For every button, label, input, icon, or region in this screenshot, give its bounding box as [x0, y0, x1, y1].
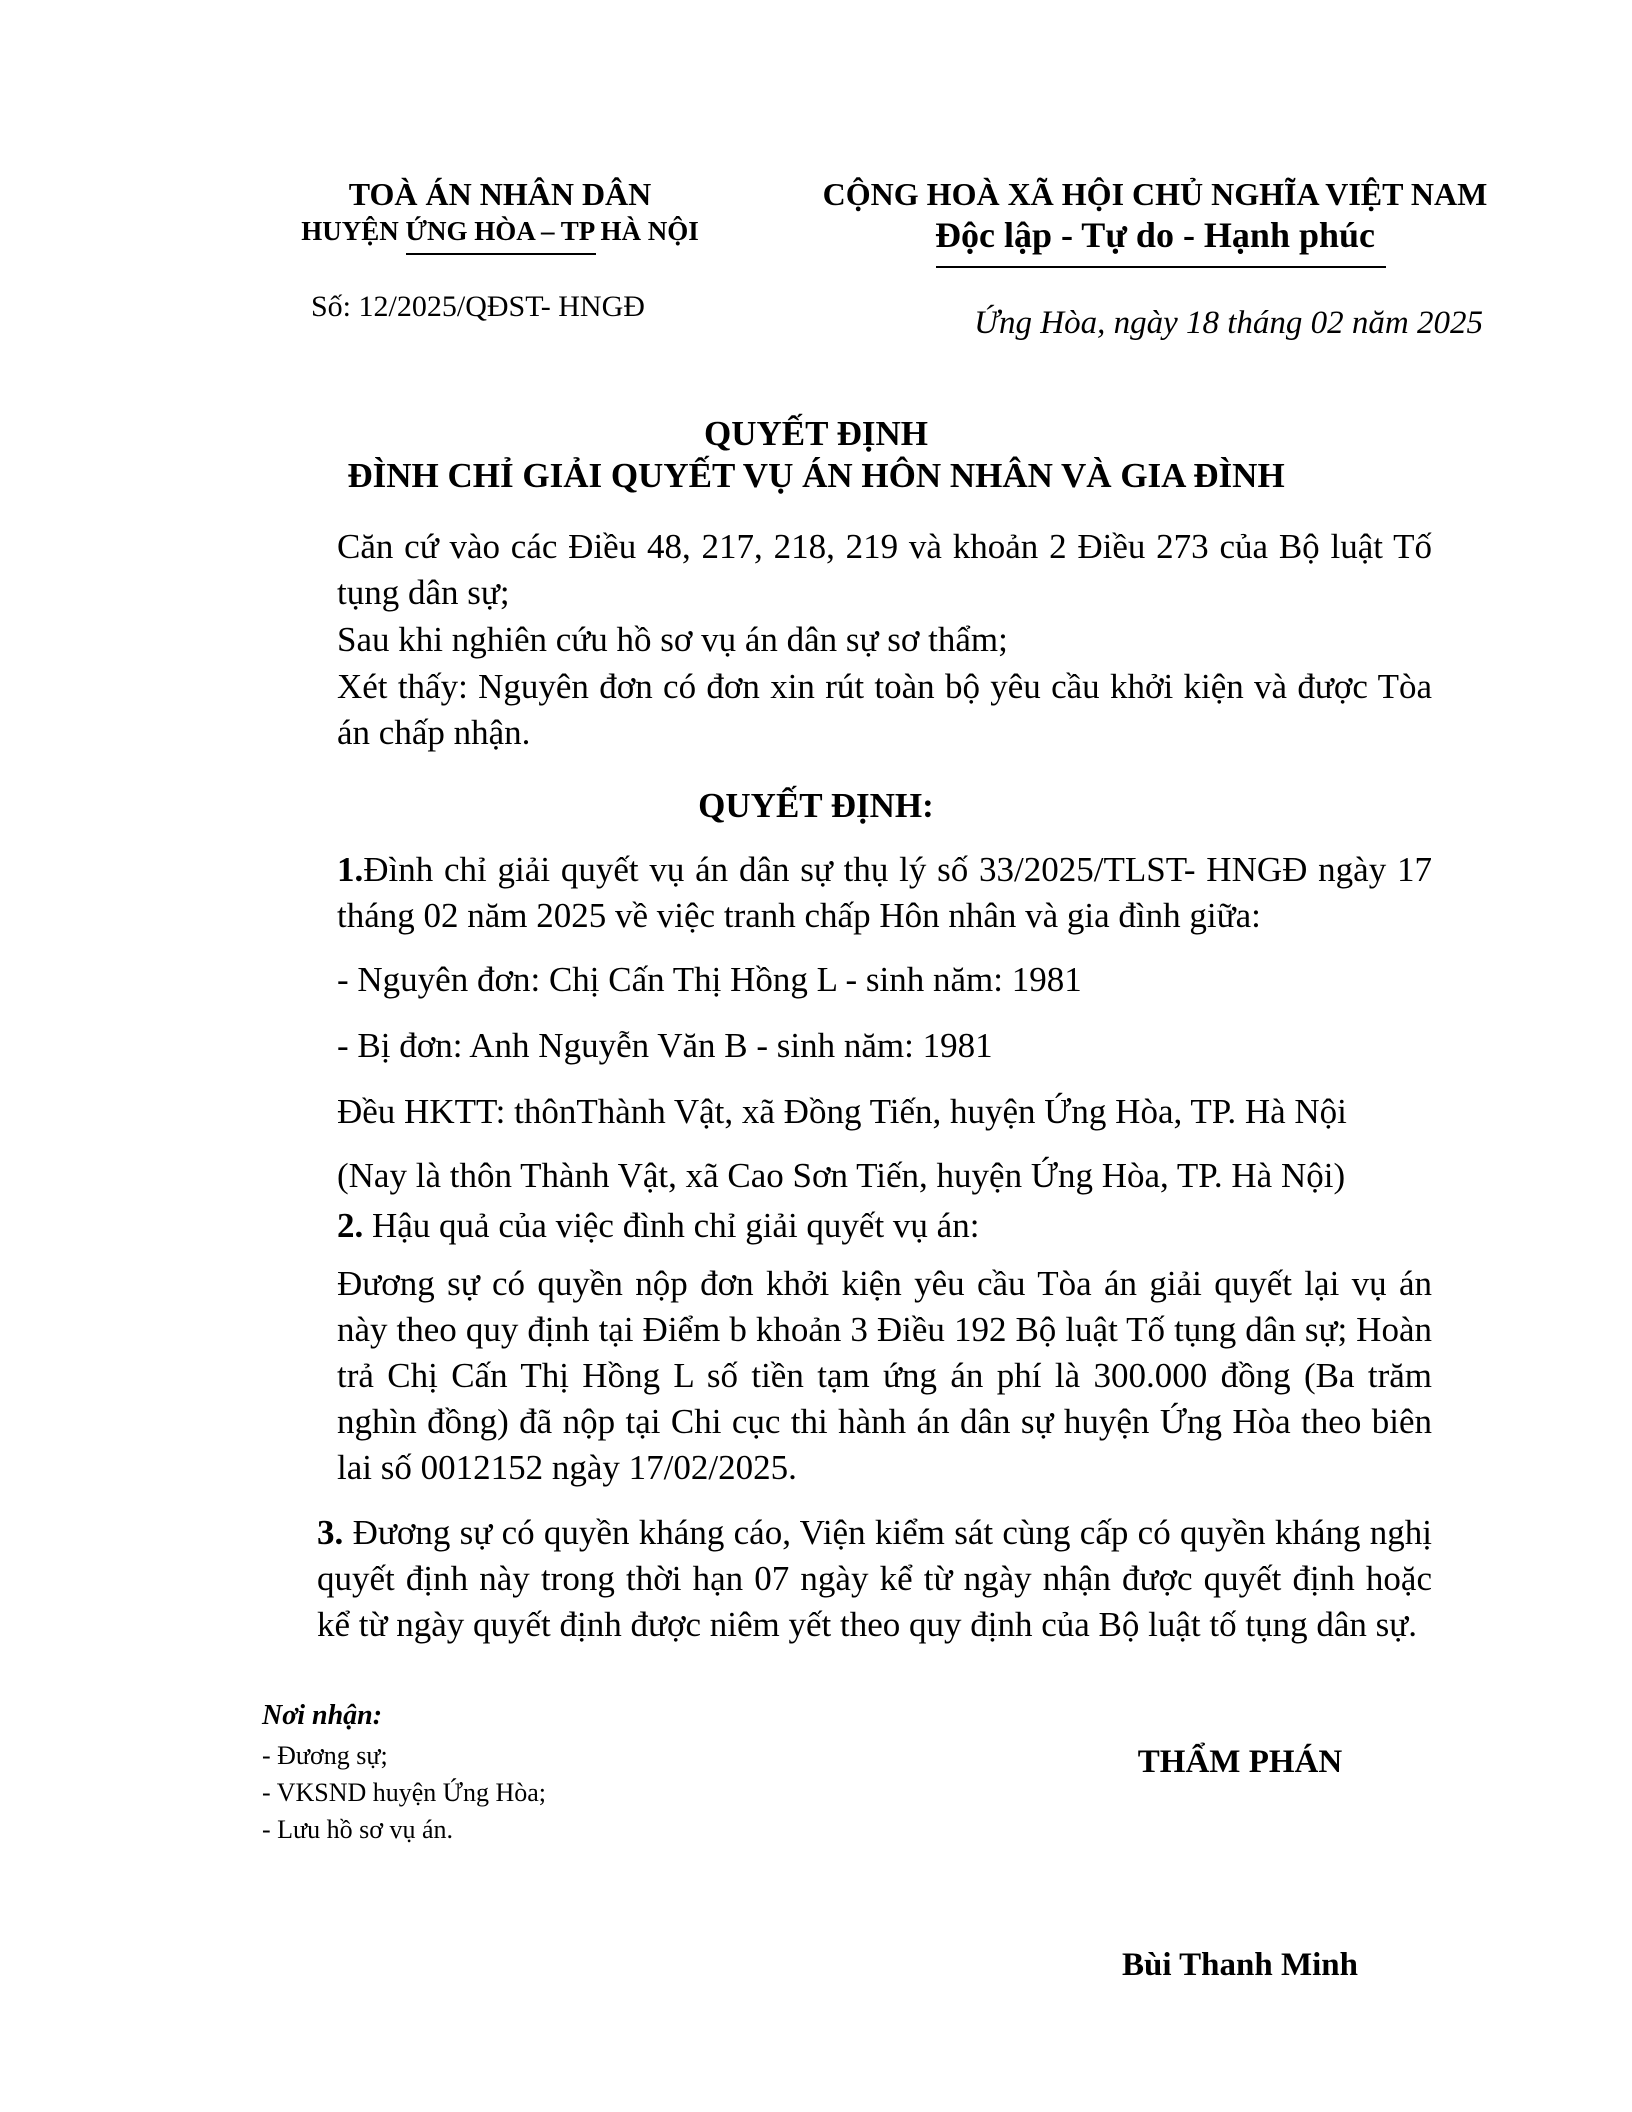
- judge-name: Bùi Thanh Minh: [1121, 1947, 1359, 1983]
- recipient-item: - Đương sự;: [262, 1741, 388, 1770]
- item-1-content: [262, 847, 1432, 939]
- motto-underline: [936, 266, 1386, 268]
- item-2-title: Hậu quả của việc đình chỉ giải quyết vụ án:: [363, 1206, 980, 1245]
- item-1-paragraph: [262, 847, 1432, 939]
- legal-basis-paragraph: [262, 524, 1432, 616]
- consideration-text: Xét thấy: Nguyên đơn có đơn xin rút toàn bộ yêu cầu khởi kiện và được Tòa án chấp nhận.: [337, 667, 1432, 752]
- recipient-item: - Lưu hồ sơ vụ án.: [262, 1815, 454, 1844]
- item-3-text: Đương sự có quyền kháng cáo, Viện kiểm sát cùng cấp có quyền kháng nghị quyết định này trong thời hạn 07 ngày kể từ ngày nhận được quyết định hoặc kể từ ngày quyết định được niêm yết theo quy định của Bộ luật tố tụng dân sự.: [317, 1513, 1432, 1644]
- judge-title: THẨM PHÁN: [1137, 1744, 1343, 1780]
- item-1-number: 1.: [337, 850, 364, 889]
- item-3-number: 3.: [317, 1513, 344, 1552]
- document-number: Số: 12/2025/QĐST- HNGĐ: [311, 290, 645, 323]
- item-2-number: 2.: [337, 1206, 364, 1245]
- court-underline: [406, 253, 596, 255]
- current-residence-line: (Nay là thôn Thành Vật, xã Cao Sơn Tiến, huyện Ứng Hòa, TP. Hà Nội): [337, 1156, 1346, 1195]
- item-2-body: Đương sự có quyền nộp đơn khởi kiện yêu cầu Tòa án giải quyết lại vụ án này theo quy định tại Điểm b khoản 3 Điều 192 Bộ luật Tố tụng dân sự; Hoàn trả Chị Cấn Thị Hồng L số tiền tạm ứng án phí là 300.000 đồng (Ba trăm nghìn đồng) đã nộp tại Chi cục thi hành án dân sự huyện Ứng Hòa theo biên lai số 0012152 ngày 17/02/2025.: [337, 1264, 1432, 1487]
- legal-basis-text: Căn cứ vào các Điều 48, 217, 218, 219 và khoản 2 Điều 273 của Bộ luật Tố tụng dân sự;: [337, 527, 1432, 612]
- defendant-line: - Bị đơn: Anh Nguyễn Văn B - sinh năm: 1981: [337, 1026, 993, 1065]
- national-motto: Độc lập - Tự do - Hạnh phúc: [934, 215, 1376, 255]
- court-name: TOÀ ÁN NHÂN DÂN: [348, 176, 652, 212]
- decision-heading: QUYẾT ĐỊNH:: [698, 786, 934, 825]
- research-paragraph: [262, 617, 1432, 663]
- country-name: CỘNG HOÀ XÃ HỘI CHỦ NGHĨA VIỆT NAM: [822, 176, 1488, 212]
- item-2-heading: [337, 1206, 979, 1246]
- item-2-paragraph: [262, 1261, 1432, 1491]
- recipients-heading: Nơi nhận:: [262, 1700, 383, 1731]
- item-3-paragraph: [262, 1510, 1432, 1648]
- research-text: Sau khi nghiên cứu hồ sơ vụ án dân sự sơ thẩm;: [337, 620, 1008, 659]
- item-1-text: Đình chỉ giải quyết vụ án dân sự thụ lý số 33/2025/TLST- HNGĐ ngày 17 tháng 02 năm 2025 về việc tranh chấp Hôn nhân và gia đình giữa:: [337, 850, 1432, 935]
- plaintiff-line: - Nguyên đơn: Chị Cấn Thị Hồng L - sinh năm: 1981: [337, 960, 1082, 999]
- consideration-paragraph: [262, 664, 1432, 756]
- decision-subtitle: ĐÌNH CHỈ GIẢI QUYẾT VỤ ÁN HÔN NHÂN VÀ GIA ĐÌNH: [347, 456, 1285, 495]
- court-location: HUYỆN ỨNG HÒA – TP HÀ NỘI: [301, 216, 699, 246]
- place-date: Ứng Hòa, ngày 18 tháng 02 năm 2025: [974, 305, 1483, 341]
- residence-line: Đều HKTT: thônThành Vật, xã Đồng Tiến, huyện Ứng Hòa, TP. Hà Nội: [337, 1092, 1347, 1131]
- recipient-item: - VKSND huyện Ứng Hòa;: [262, 1778, 547, 1807]
- decision-title: QUYẾT ĐỊNH: [704, 414, 928, 453]
- item-3-content: [262, 1510, 1432, 1648]
